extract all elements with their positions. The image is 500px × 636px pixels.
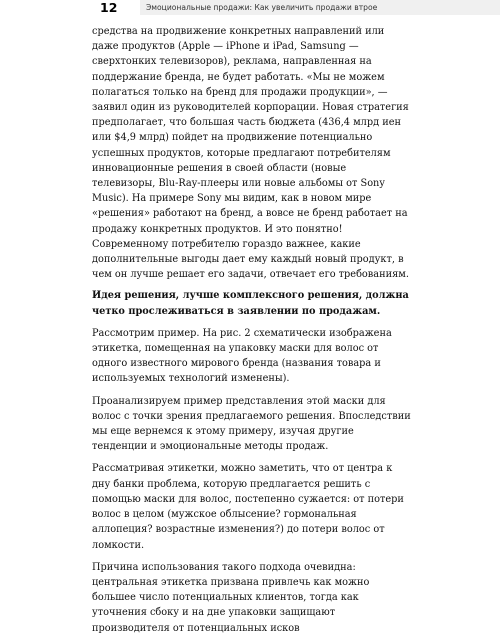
paragraph: средства на продвижение конкретных направлений или даже продуктов (Apple — iPhone и iPad, Samsung — сверхтонких телевизоров), реклама, направленная на поддержание бренда, не будет работать. «Мы не можем полагаться только на бренд для продажи продукции», — заявил один из руководителей корпорации. Новая стратегия предполагает, что большая часть бюджета (436,4 млрд иен или $4,9 млрд) пойдет на продвижение потенциально успешных продуктов, которые предлагают потребителям инновационные решения в своей области (новые телевизоры, Blu-Ray-плееры или новые альбомы от Sony Music). На примере Sony мы видим, как в новом мире «решения» работают на бренд, а вовсе не бренд работает на продажу конкретных продуктов. И это понятно! Современному потребителю гораздо важнее, какие дополнительные выгоды дает ему каждый новый продукт, в чем он лучше решает его задачи, отвечает его требованиям. (92, 26, 409, 281)
paragraph: Рассмотрим пример. На рис. 2 схематически изображена этикетка, помещенная на упаковку маски для волос от одного известного мирового бренда (названия товара и используемых технологий изменены). (92, 327, 392, 385)
paragraph: Рассматривая этикетки, можно заметить, что от центра к дну банки проблема, которую предлагается решить с помощью маски для волос, постепенно сужается: от потери волос в целом (мужское облысение? гормональная аллопеция? возрастные изменения?) до потери волос от ломкости. (92, 463, 404, 551)
paragraph: Проанализируем пример представления этой маски для волос с точки зрения предлагаемого решения. Впоследствии мы еще вернемся к этому примеру, изучая другие тенденции и эмоциональные методы продаж. (92, 395, 411, 453)
page-header (92, 0, 500, 15)
running-title: Эмоциональные продажи: Как увеличить продажи втрое (140, 0, 500, 15)
body-text (92, 24, 412, 636)
paragraph: Причина использования такого подхода очевидна: центральная этикетка призвана привлечь как можно большее число потенциальных клиентов, тогда как уточнения сбоку и на дне упаковки защищают производителя от потенциальных исков (92, 561, 370, 634)
bold-statement: Идея решения, лучше комплексного решения, должна четко прослеживаться в заявлении по продажам. (92, 290, 409, 317)
page-number: 12 (100, 0, 118, 15)
